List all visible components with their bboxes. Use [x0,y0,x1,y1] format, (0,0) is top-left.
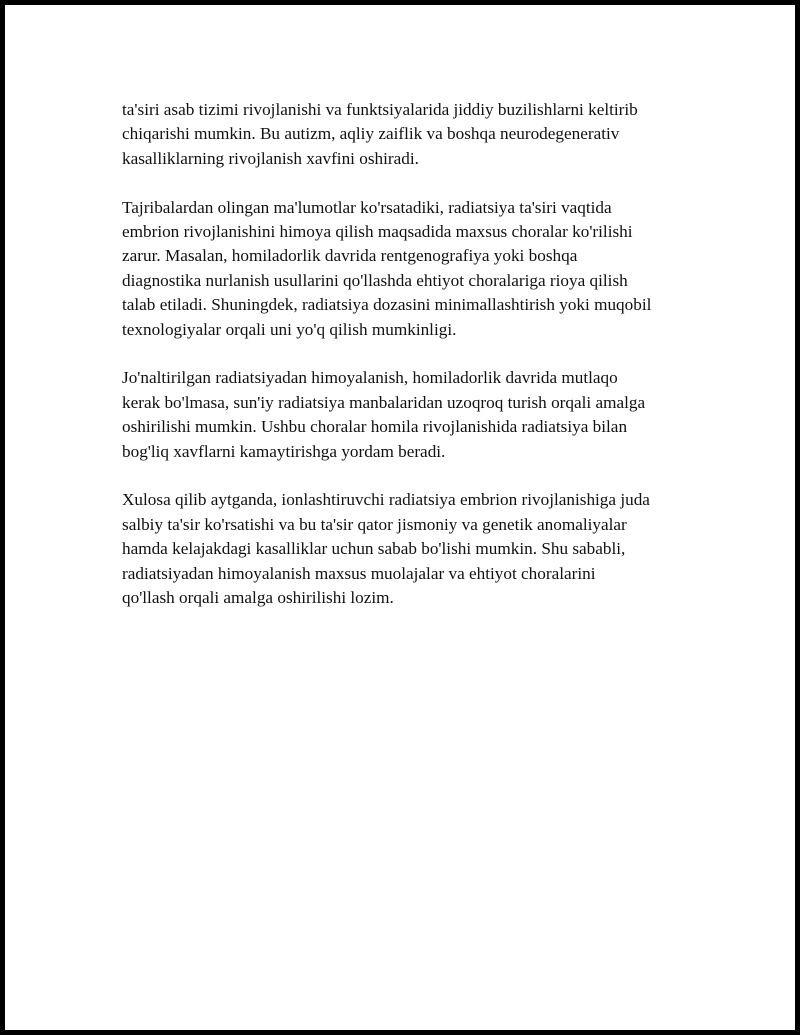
text-line: hamda kelajakdagi kasalliklar uchun sabab bo'lishi mumkin. Shu sababli, [122,539,626,559]
text-line: zarur. Masalan, homiladorlik davrida rentgenografiya yoki boshqa [122,246,578,266]
text-line: embrion rivojlanishini himoya qilish maqsadida maxsus choralar ko'rilishi [122,222,633,242]
text-line: radiatsiyadan himoyalanish maxsus muolajalar va ehtiyot choralarini [122,563,596,583]
text-line: Jo'naltirilgan radiatsiyadan himoyalanish, homiladorlik davrida mutlaqo [122,368,618,388]
text-line: bog'liq xavflarni kamaytirishga yordam beradi. [122,441,446,461]
text-line: qo'llash orqali amalga oshirilishi lozim. [122,588,394,608]
text-line: chiqarishi mumkin. Bu autizm, aqliy zaiflik va boshqa neurodegenerativ [122,124,620,144]
text-line: texnologiyalar orqali uni yo'q qilish mumkinligi. [122,319,457,339]
text-line: Xulosa qilib aytganda, ionlashtiruvchi radiatsiya embrion rivojlanishiga juda [122,490,650,510]
document-body [122,98,702,635]
text-line: kerak bo'lmasa, sun'iy radiatsiya manbalaridan uzoqroq turish orqali amalga [122,392,646,412]
text-line: ta'siri asab tizimi rivojlanishi va funktsiyalarida jiddiy buzilishlarni keltirib [122,100,638,119]
paragraph-3 [122,366,702,464]
text-line: oshirilishi mumkin. Ushbu choralar homila rivojlanishida radiatsiya bilan [122,417,628,437]
paragraph-2 [122,196,702,342]
text-line: diagnostika nurlanish usullarini qo'llashda ehtiyot choralariga rioya qilish [122,270,628,290]
paragraph-1 [122,98,702,171]
text-line: talab etiladi. Shuningdek, radiatsiya dozasini minimallashtirish yoki muqobil [122,295,652,315]
text-line: Tajribalardan olingan ma'lumotlar ko'rsatadiki, radiatsiya ta'siri vaqtida [122,197,612,217]
text-line: kasalliklarning rivojlanish xavfini oshiradi. [122,148,419,168]
paragraph-4 [122,488,702,610]
text-line: salbiy ta'sir ko'rsatishi va bu ta'sir qator jismoniy va genetik anomaliyalar [122,514,627,534]
